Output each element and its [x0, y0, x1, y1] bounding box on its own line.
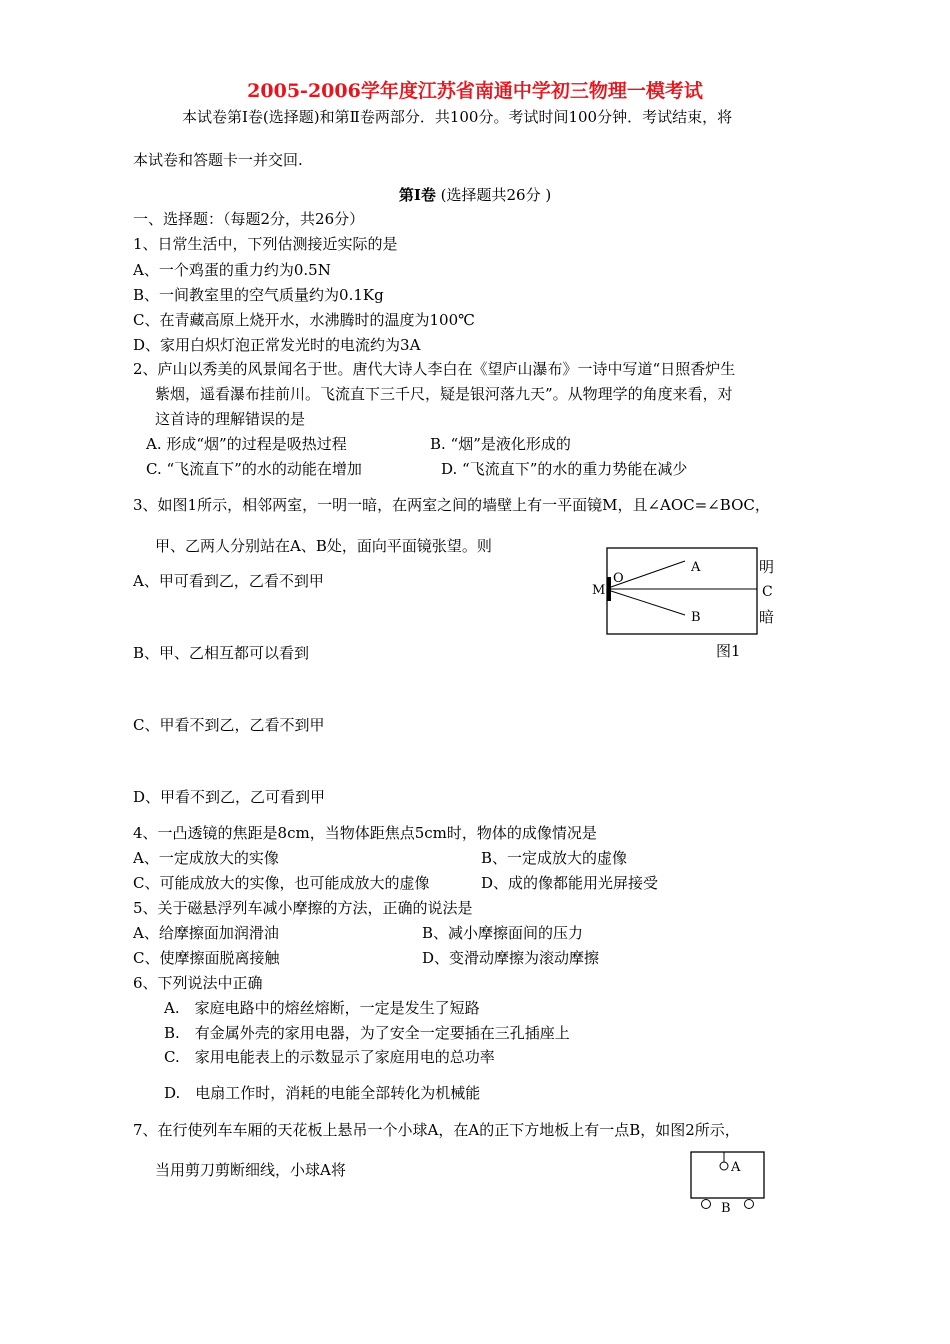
section-heading	[0, 186, 950, 204]
figure-1-caption: 图1	[716, 642, 741, 660]
intro-line-1: 本试卷第Ⅰ卷(选择题)和第Ⅱ卷两部分．共100分。考试时间100分钟．考试结束，将	[182, 108, 733, 126]
q3-stem-line-1: 3、如图1所示，相邻两室，一明一暗，在两室之间的墙壁上有一平面镜M，且∠AOC=∠BOC，	[133, 496, 770, 514]
plane-mirror	[607, 577, 611, 601]
q1-option-d: D、家用白炽灯泡正常发光时的电流约为3A	[133, 336, 421, 354]
q3-option-a: A、甲可看到乙，乙看不到甲	[133, 572, 324, 590]
q3-option-c: C、甲看不到乙，乙看不到甲	[133, 716, 325, 734]
q3-option-b: B、甲、乙相互都可以看到	[133, 644, 310, 662]
train-car-body	[691, 1152, 764, 1198]
q7-stem-line-2: 当用剪刀剪断细线，小球A将	[155, 1161, 346, 1179]
q2-option-a: A. 形成“烟”的过程是吸热过程	[146, 435, 347, 453]
fig1-label-c: C	[762, 584, 773, 600]
q3-option-d: D、甲看不到乙，乙可看到甲	[133, 788, 326, 806]
wheel-left	[702, 1200, 711, 1209]
fig1-label-a: A	[691, 560, 701, 575]
ray-ob	[611, 591, 685, 615]
q1-option-a: A、一个鸡蛋的重力约为0.5N	[133, 261, 331, 279]
fig1-label-m: M	[592, 583, 606, 598]
ball-a	[720, 1162, 728, 1170]
q4-option-b: B、一定成放大的虚像	[481, 849, 628, 867]
q2-option-c: C. “飞流直下”的水的动能在增加	[146, 460, 362, 478]
q5-option-a: A、给摩擦面加润滑油	[133, 924, 279, 942]
exam-title: 2005-2006学年度江苏省南通中学初三物理一模考试	[247, 80, 703, 102]
q6-option-a: A. 家庭电路中的熔丝熔断，一定是发生了短路	[164, 999, 480, 1017]
fig1-label-dark: 暗	[759, 608, 775, 626]
q3-stem-line-2: 甲、乙两人分别站在A、B处，面向平面镜张望。则	[155, 537, 492, 555]
section-note: (选择题共26分 )	[440, 186, 552, 204]
fig1-label-bright: 明	[759, 558, 775, 576]
q7-stem-line-1: 7、在行使列车车厢的天花板上悬吊一个小球A，在A的正下方地板上有一点B，如图2所示，	[133, 1121, 740, 1139]
section-label: 第Ⅰ卷	[398, 186, 436, 204]
figure-2-train-car-diagram	[688, 1150, 770, 1216]
fig2-label-b: B	[721, 1201, 731, 1216]
q2-stem-line-3: 这首诗的理解错误的是	[155, 410, 306, 428]
q2-stem-line-2: 紫烟，遥看瀑布挂前川。飞流直下三千尺，疑是银河落九天”。从物理学的角度来看，对	[155, 385, 733, 403]
q2-option-b: B. “烟”是液化形成的	[430, 435, 571, 453]
wheel-right	[745, 1200, 754, 1209]
rooms-outline	[607, 548, 757, 634]
q6-stem: 6、下列说法中正确	[133, 974, 263, 992]
q4-stem: 4、一凸透镜的焦距是8cm，当物体距焦点5cm时，物体的成像情况是	[133, 824, 597, 842]
q6-option-d: D. 电扇工作时，消耗的电能全部转化为机械能	[164, 1084, 481, 1102]
fig1-label-b: B	[691, 610, 701, 625]
q5-option-b: B、减小摩擦面间的压力	[422, 924, 584, 942]
q5-option-c: C、使摩擦面脱离接触	[133, 949, 280, 967]
q2-stem-line-1: 2、庐山以秀美的风景闻名于世。唐代大诗人李白在《望庐山瀑布》一诗中写道“日照香炉生	[133, 360, 736, 378]
part-heading: 一、选择题：（每题2分，共26分）	[133, 210, 365, 228]
fig2-label-a: A	[731, 1160, 741, 1175]
intro-line-2: 本试卷和答题卡一并交回.	[133, 151, 303, 169]
q4-option-a: A、一定成放大的实像	[133, 849, 279, 867]
q4-option-d: D、成的像都能用光屏接受	[481, 874, 659, 892]
figure-1-mirror-diagram	[585, 545, 785, 665]
q6-option-b: B. 有金属外壳的家用电器，为了安全一定要插在三孔插座上	[164, 1024, 570, 1042]
q4-option-c: C、可能成放大的实像，也可能成放大的虚像	[133, 874, 430, 892]
q2-option-d: D. “飞流直下”的水的重力势能在减少	[441, 460, 688, 478]
q1-option-b: B、一间教室里的空气质量约为0.1Kg	[133, 286, 384, 304]
q1-stem: 1、日常生活中，下列估测接近实际的是	[133, 235, 398, 253]
q6-option-c: C. 家用电能表上的示数显示了家庭用电的总功率	[164, 1048, 495, 1066]
q5-option-d: D、变滑动摩擦为滚动摩擦	[422, 949, 600, 967]
q5-stem: 5、关于磁悬浮列车减小摩擦的方法，正确的说法是	[133, 899, 473, 917]
q1-option-c: C、在青藏高原上烧开水，水沸腾时的温度为100℃	[133, 311, 475, 329]
fig1-label-o: O	[613, 571, 624, 586]
